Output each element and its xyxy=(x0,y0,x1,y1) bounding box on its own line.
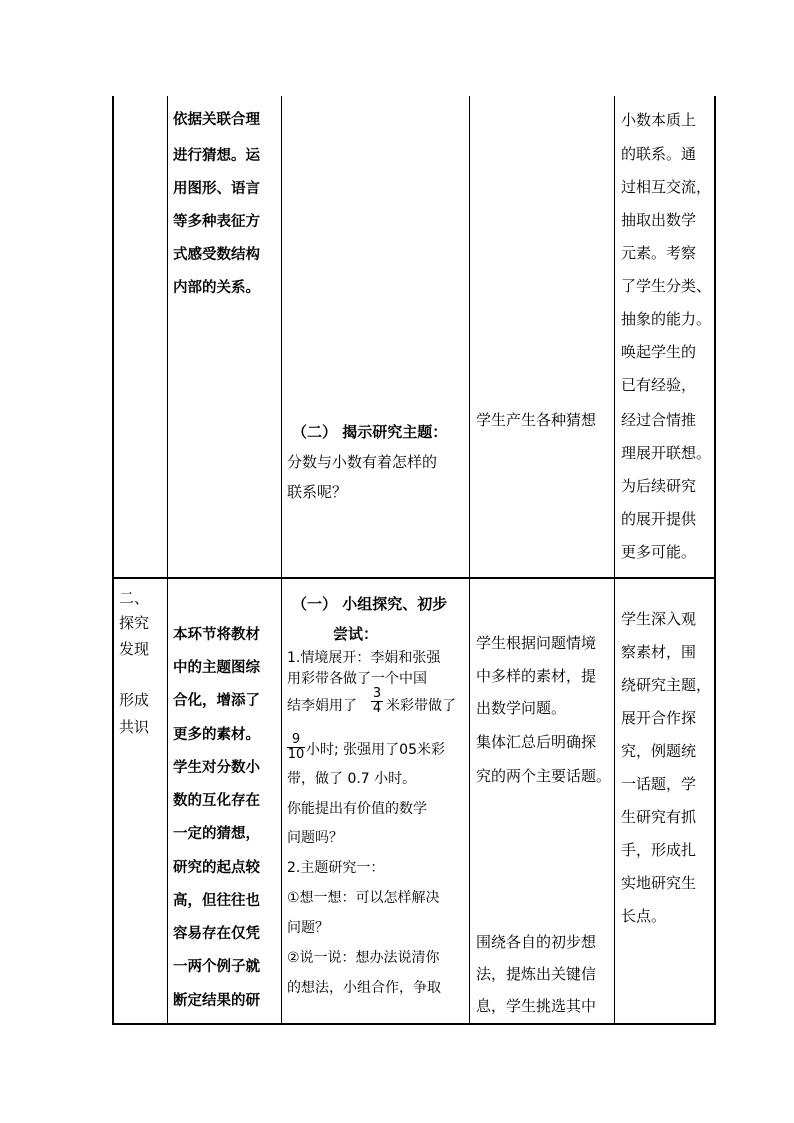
intent-line: 理展开联想。 xyxy=(621,444,712,462)
col-divider-1 xyxy=(167,96,168,1025)
table-border-right xyxy=(714,96,716,1025)
student-line: 息，学生挑选其中 xyxy=(476,997,597,1015)
goal-line: 式感受数结构 xyxy=(173,246,260,263)
intent-line: 长点。 xyxy=(621,907,667,925)
intent-line: 唤起学生的 xyxy=(621,343,697,361)
intent-line: 的联系。通 xyxy=(621,145,697,163)
fraction-nine-tenths: 9 10 xyxy=(287,732,305,762)
goal-line: 容易存在仅凭 xyxy=(173,925,260,942)
fraction-three-quarters: 3 4 xyxy=(372,686,382,716)
goal-line: 中的主题图综 xyxy=(173,659,260,676)
goal-line: 依据关联合理 xyxy=(173,111,260,128)
intent-line: 的展开提供 xyxy=(621,510,697,528)
col-divider-2 xyxy=(281,96,282,1025)
goal-line: 进行猜想。运 xyxy=(173,147,260,164)
intent-line: 过相互交流， xyxy=(621,178,712,196)
activity-line: 分数与小数有着怎样的 xyxy=(287,453,438,471)
student-line: 出数学问题。 xyxy=(476,699,567,717)
intent-line: 绕研究主题， xyxy=(621,676,712,694)
goal-line: 内部的关系。 xyxy=(173,279,260,296)
intent-line: 察素材，围 xyxy=(621,643,697,661)
top-row-student-activity: 学生产生各种猜想 xyxy=(476,411,597,429)
goal-line: 一定的猜想， xyxy=(173,825,260,842)
intent-line: 为后续研究 xyxy=(621,477,697,495)
intent-line: 抽象的能力。 xyxy=(621,310,712,328)
intent-line: 小数本质上 xyxy=(621,111,697,129)
student-line: 究的两个主要话题。 xyxy=(476,767,612,785)
goal-line: 研究的起点较 xyxy=(173,859,260,876)
intent-line: 抽取出数学 xyxy=(621,211,697,229)
activity-line: 小时; 张强用了05米彩 xyxy=(306,742,445,758)
col-divider-4 xyxy=(614,96,615,1025)
section-heading: （二） 揭示研究主题： xyxy=(292,423,448,441)
intent-line: 手，形成扎 xyxy=(621,841,697,859)
activity-line: 用彩带各做了一个中国 xyxy=(287,671,427,687)
stage-line: 共识 xyxy=(119,718,150,736)
table-border-bottom xyxy=(112,1023,716,1025)
activity-line: 2.主题研究一： xyxy=(287,860,385,876)
activity-line: ①想一想：可以怎样解决 xyxy=(287,890,440,906)
student-line: 围绕各自的初步想 xyxy=(476,933,597,951)
stage-line: 形成 xyxy=(119,691,150,709)
student-line: 学生根据问题情境 xyxy=(476,634,597,652)
intent-line: 经过合情推 xyxy=(621,411,697,429)
goal-line: 更多的素材。 xyxy=(173,726,260,743)
student-line: 法，提炼出关键信 xyxy=(476,965,597,983)
row-divider xyxy=(112,577,716,579)
goal-line: 高，但往往也 xyxy=(173,892,260,909)
intent-line: 学生深入观 xyxy=(621,610,697,628)
stage-line: 二、 xyxy=(119,589,150,607)
goal-line: 合化，增添了 xyxy=(173,692,260,709)
activity-line: 米彩带做了 xyxy=(386,698,456,714)
stage-line: 发现 xyxy=(119,640,150,658)
activity-line: 带，做了 0.7 小时。 xyxy=(287,771,417,787)
intent-line: 究，例题统 xyxy=(621,742,697,760)
goal-line: 等多种表征方 xyxy=(173,213,260,230)
intent-line: 更多可能。 xyxy=(621,543,697,561)
section-heading: （一） 小组探究、初步 xyxy=(292,595,448,613)
intent-line: 了学生分类、 xyxy=(621,277,712,295)
activity-line: 你能提出有价值的数学 xyxy=(287,801,427,817)
section-heading-cont: 尝试： xyxy=(333,625,379,643)
intent-line: 实地研究生 xyxy=(621,874,697,892)
activity-line: 结李娟用了 xyxy=(287,698,357,714)
intent-line: 展开合作探 xyxy=(621,709,697,727)
student-line: 中多样的素材，提 xyxy=(476,667,597,685)
intent-line: 元素。考察 xyxy=(621,244,697,262)
activity-line: 问题吗？ xyxy=(287,830,343,846)
goal-line: 用图形、语言 xyxy=(173,180,260,197)
intent-line: 生研究有抓 xyxy=(621,808,697,826)
col-divider-3 xyxy=(469,96,470,1025)
goal-line: 数的互化存在 xyxy=(173,792,260,809)
table-border-left xyxy=(112,96,114,1025)
student-line: 集体汇总后明确探 xyxy=(476,733,597,751)
intent-line: 一话题，学 xyxy=(621,775,697,793)
intent-line: 已有经验， xyxy=(621,376,697,394)
activity-line: ②说一说：想办法说清你 xyxy=(287,950,440,966)
stage-line: 探究 xyxy=(119,614,150,632)
activity-line: 问题？ xyxy=(287,920,329,936)
activity-line: 1.情境展开：李娟和张强 xyxy=(287,650,441,666)
goal-line: 断定结果的研 xyxy=(173,992,260,1009)
activity-line: 联系呢？ xyxy=(287,483,348,501)
activity-line: 的想法，小组合作，争取 xyxy=(287,980,441,996)
goal-line: 本环节将教材 xyxy=(173,626,260,643)
goal-line: 学生对分数小 xyxy=(173,759,260,776)
goal-line: 一两个例子就 xyxy=(173,958,260,975)
